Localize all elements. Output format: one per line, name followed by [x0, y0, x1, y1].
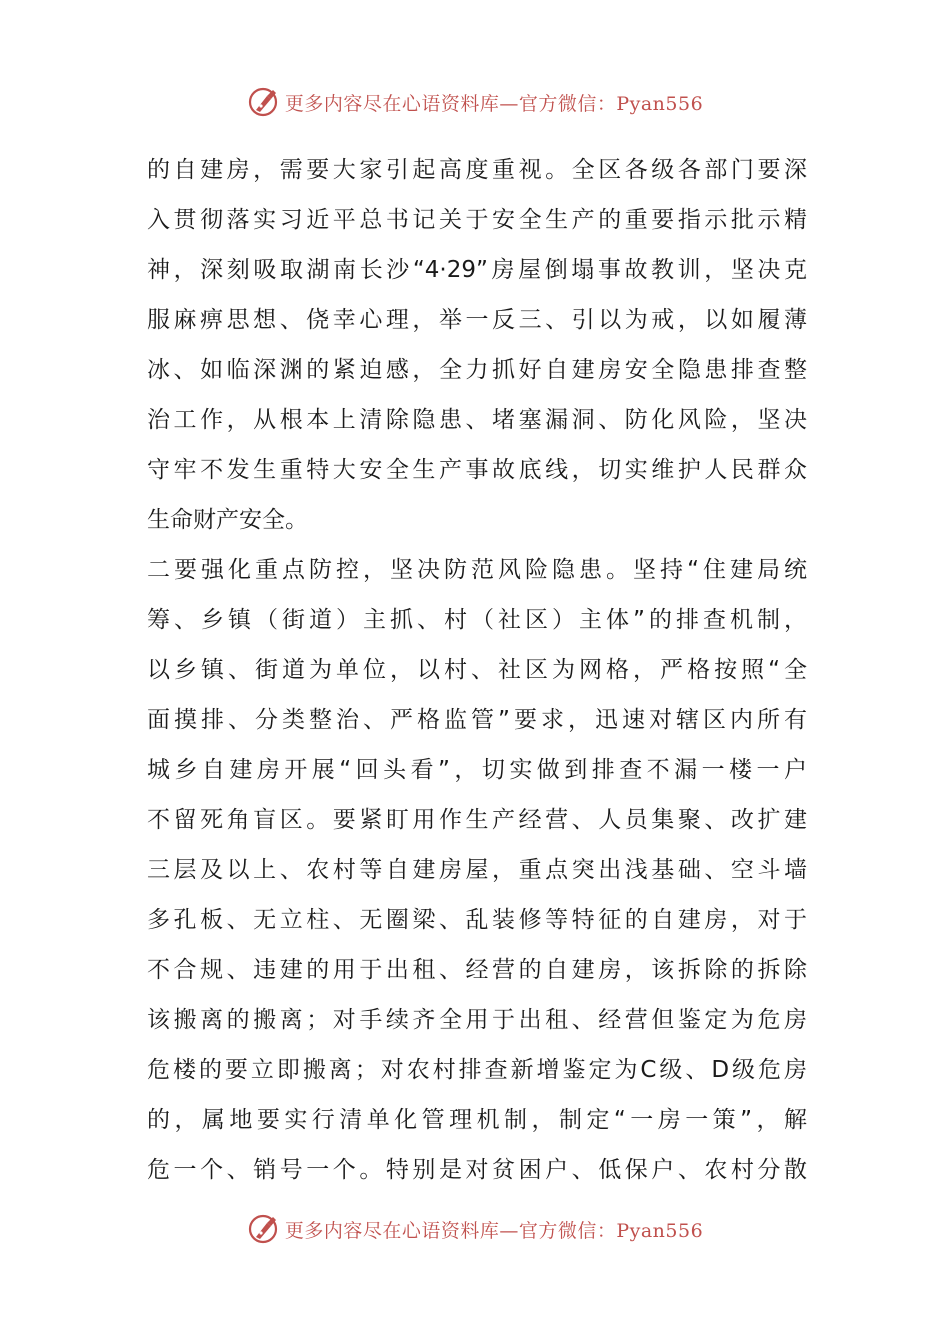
- pen-nib-icon: [247, 1212, 281, 1246]
- text-line: 筹、乡镇（街道）主抓、村（社区）主体”的排查机制，: [147, 607, 807, 633]
- text-line: 冰、如临深渊的紧迫感，全力抓好自建房安全隐患排查整: [147, 357, 807, 383]
- text-line: 危一个、销号一个。特别是对贫困户、低保户、农村分散: [147, 1157, 807, 1183]
- header-banner[interactable]: [0, 82, 950, 122]
- text-line: 面摸排、分类整治、严格监管”要求，迅速对辖区内所有: [147, 707, 807, 733]
- body-text: [147, 145, 807, 1195]
- text-line: 该搬离的搬离；对手续齐全用于出租、经营但鉴定为危房: [147, 1007, 807, 1033]
- text-line: 神，深刻吸取湖南长沙“4·29”房屋倒塌事故教训，坚决克: [147, 257, 807, 283]
- text-line: 三层及以上、农村等自建房屋，重点突出浅基础、空斗墙: [147, 857, 807, 883]
- text-line: 不留死角盲区。要紧盯用作生产经营、人员集聚、改扩建: [147, 807, 807, 833]
- footer-banner[interactable]: [0, 1209, 950, 1249]
- text-line: 不合规、违建的用于出租、经营的自建房，该拆除的拆除: [147, 957, 807, 983]
- text-line: 入贯彻落实习近平总书记关于安全生产的重要指示批示精: [147, 207, 807, 233]
- header-banner-text: 更多内容尽在心语资料库—官方微信：Pyan556: [284, 92, 704, 115]
- text-line: 守牢不发生重特大安全生产事故底线，切实维护人民群众: [147, 457, 807, 483]
- text-line: 多孔板、无立柱、无圈梁、乱装修等特征的自建房，对于: [147, 907, 807, 933]
- text-line: 治工作，从根本上清除隐患、堵塞漏洞、防化风险，坚决: [147, 407, 807, 433]
- text-line: 危楼的要立即搬离；对农村排查新增鉴定为C级、D级危房: [147, 1057, 807, 1083]
- text-line: 的自建房，需要大家引起高度重视。全区各级各部门要深: [147, 157, 807, 183]
- footer-banner-text: 更多内容尽在心语资料库—官方微信：Pyan556: [284, 1219, 704, 1242]
- text-line: 的，属地要实行清单化管理机制，制定“一房一策”，解: [147, 1107, 807, 1133]
- text-line: 二要强化重点防控，坚决防范风险隐患。坚持“住建局统: [147, 557, 807, 583]
- text-line: 服麻痹思想、侥幸心理，举一反三、引以为戒，以如履薄: [147, 307, 807, 333]
- text-line: 城乡自建房开展“回头看”，切实做到排查不漏一楼一户: [147, 757, 807, 783]
- text-line: 生命财产安全。: [147, 507, 308, 533]
- text-line: 以乡镇、街道为单位，以村、社区为网格，严格按照“全: [147, 657, 807, 683]
- pen-nib-icon: [247, 85, 281, 119]
